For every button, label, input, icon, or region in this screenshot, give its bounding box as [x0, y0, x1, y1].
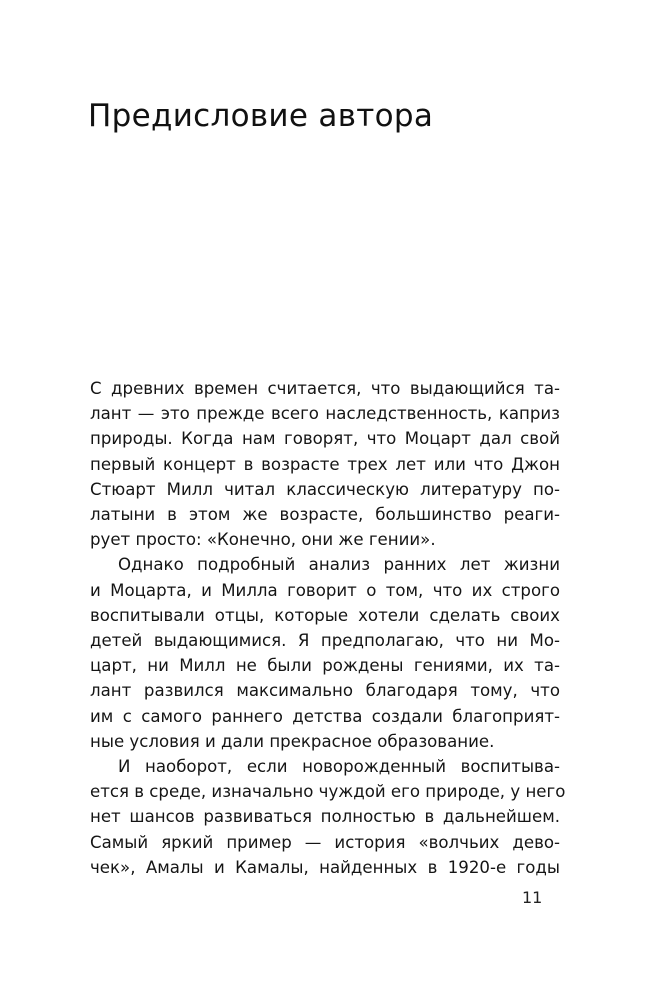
paragraph-1-line: природы. Когда нам говорят, что Моцарт дал свой	[90, 429, 560, 449]
body-text	[90, 376, 566, 880]
page-number: 11	[522, 888, 543, 907]
paragraph-3-line: ется в среде, изначально чуждой его природе, у него	[90, 782, 566, 802]
paragraph-2-line: ные условия и дали прекрасное образование.	[90, 731, 495, 751]
paragraph-1-line: Стюарт Милл читал классическую литературу по-	[90, 479, 560, 499]
paragraph-3-line: Самый яркий пример — история «волчьих дево-	[90, 832, 560, 852]
paragraph-3-line: И наоборот, если новорожденный воспитыва-	[118, 757, 560, 777]
paragraph-2-line: детей выдающимися. Я предполагаю, что ни Мо-	[90, 631, 560, 651]
paragraph-2-line: лант развился максимально благодаря тому, что	[90, 681, 560, 701]
paragraph-2-line: и Моцарта, и Милла говорит о том, что их строго	[90, 580, 560, 600]
paragraph-2-line: им с самого раннего детства создали благоприят-	[90, 706, 560, 726]
paragraph-2-line: царт, ни Милл не были рождены гениями, их та-	[90, 656, 560, 676]
page-title: Предисловие автора	[88, 98, 434, 134]
paragraph-1-line: первый концерт в возрасте трех лет или что Джон	[90, 454, 560, 474]
paragraph-1-line: рует просто: «Конечно, они же гении».	[90, 530, 436, 550]
paragraph-1-line: латыни в этом же возрасте, большинство реаги-	[90, 505, 560, 525]
paragraph-3-line: нет шансов развиваться полностью в дальнейшем.	[90, 807, 560, 827]
paragraph-2-line: Однако подробный анализ ранних лет жизни	[118, 555, 560, 575]
paragraph-1-line: С древних времен считается, что выдающийся та-	[90, 379, 560, 398]
paragraph-3-line: чек», Амалы и Камалы, найденных в 1920-е годы	[90, 857, 560, 877]
paragraph-1-line: лант — это прежде всего наследственность, каприз	[90, 404, 560, 424]
paragraph-2-line: воспитывали отцы, которые хотели сделать своих	[90, 605, 560, 625]
